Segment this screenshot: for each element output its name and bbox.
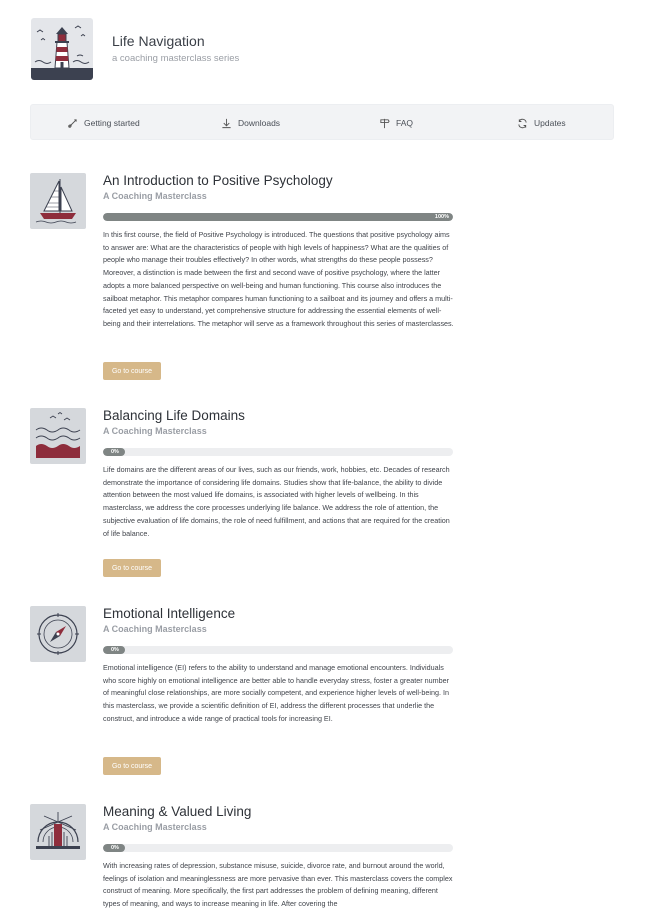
- progress-label: 100%: [434, 214, 449, 220]
- sailboat-icon[interactable]: [30, 173, 86, 229]
- course-subtitle: A Coaching Masterclass: [103, 624, 207, 634]
- compass-icon[interactable]: [30, 606, 86, 662]
- course-subtitle: A Coaching Masterclass: [103, 191, 207, 201]
- lighthouse-logo-icon[interactable]: [31, 18, 93, 80]
- progress-bar: [103, 844, 453, 852]
- go-to-course-button[interactable]: Go to course: [103, 757, 161, 775]
- progress-fill: [103, 213, 453, 221]
- course-card: [30, 408, 614, 583]
- progress-bar: [103, 213, 453, 221]
- nav-item-label: FAQ: [396, 118, 414, 128]
- waves-icon[interactable]: [30, 408, 86, 464]
- refresh-icon: [517, 118, 528, 129]
- course-title[interactable]: Meaning & Valued Living: [103, 804, 252, 819]
- nav-item-label: Downloads: [238, 118, 281, 128]
- brand-title: Life Navigation: [112, 33, 205, 49]
- download-icon: [221, 118, 232, 129]
- go-to-course-button[interactable]: Go to course: [103, 559, 161, 577]
- progress-label: 0%: [111, 647, 119, 653]
- progress-label: 0%: [111, 845, 119, 851]
- course-description: In this first course, the field of Positive Psychology is introduced. The questions that positive psychology aims to answer are: What are the characteristics of people with high levels of happiness? What are the qualities of people who manage their troubles effectively? In other words, what strengths do these people possess? Moreover, a distinction is made between the first and second wave of positive psychology, where the latter adopts a more balanced perspective on well-being and human functioning. This course also introduces the sailboat metaphor. This metaphor compares human functioning to a sailboat and its journey and offers a multi-faceted yet easy to understand, yet comprehensive structure for addressing the essential elements of well-being and their interrelations. The metaphor will serve as a framework throughout this series of masterclasses.: [103, 230, 454, 328]
- course-title[interactable]: Emotional Intelligence: [103, 606, 236, 621]
- top-nav: [30, 104, 614, 140]
- progress-bar: [103, 646, 453, 654]
- course-card: [30, 606, 614, 781]
- course-card: [30, 804, 614, 919]
- go-to-course-button[interactable]: Go to course: [103, 362, 161, 380]
- signpost-icon: [379, 118, 390, 129]
- course-title[interactable]: Balancing Life Domains: [103, 408, 245, 423]
- progress-label: 0%: [111, 449, 119, 455]
- ship-wheel-icon[interactable]: [30, 804, 86, 860]
- course-subtitle: A Coaching Masterclass: [103, 822, 207, 832]
- course-description: With increasing rates of depression, substance misuse, suicide, divorce rate, and burnout around the world, feelings of isolation and meaninglessness are more pervasive than ever. This masterclass covers the complex construct of meaning. More specifically, the first part addresses the problem of defining meaning, different types of meaning, and ways to increase meaning in life. After covering the: [103, 861, 453, 909]
- nav-item-label: Updates: [534, 118, 566, 128]
- course-description: Life domains are the different areas of our lives, such as our friends, work, hobbies, etc. Decades of research demonstrate the importance of considering life domains. Studies show that life-balance, the ability to divide attention between the most valued life domains, is associated with higher levels of wellbeing. In this masterclass, we address the core processes underlying life balance. We address the role of attention, the subjective evaluation of life domains, the role of need fulfillment, and actions that are required for the creation of life balance.: [103, 465, 450, 538]
- course-description: Emotional intelligence (EI) refers to the ability to understand and manage emotional encounters. Individuals who score highly on emotional intelligence are better able to handle everyday stress, foster a greater number of meaningful close relationships, are more socially competent, and experience higher levels of well-being. In this masterclass, we provide a scientific definition of EI, address the different processes that underlie the construct, and introduce a wide range of practical tools for increasing EI.: [103, 663, 449, 723]
- nav-item-getting-started[interactable]: [67, 105, 140, 141]
- header: [31, 18, 591, 80]
- brand-subtitle: a coaching masterclass series: [112, 53, 240, 64]
- rocket-icon: [67, 118, 78, 129]
- course-title[interactable]: An Introduction to Positive Psychology: [103, 173, 333, 188]
- course-subtitle: A Coaching Masterclass: [103, 426, 207, 436]
- course-card: [30, 173, 614, 383]
- nav-item-updates[interactable]: [517, 105, 566, 141]
- nav-item-label: Getting started: [84, 118, 140, 128]
- nav-item-faq[interactable]: [379, 105, 413, 141]
- progress-bar: [103, 448, 453, 456]
- nav-item-downloads[interactable]: [221, 105, 280, 141]
